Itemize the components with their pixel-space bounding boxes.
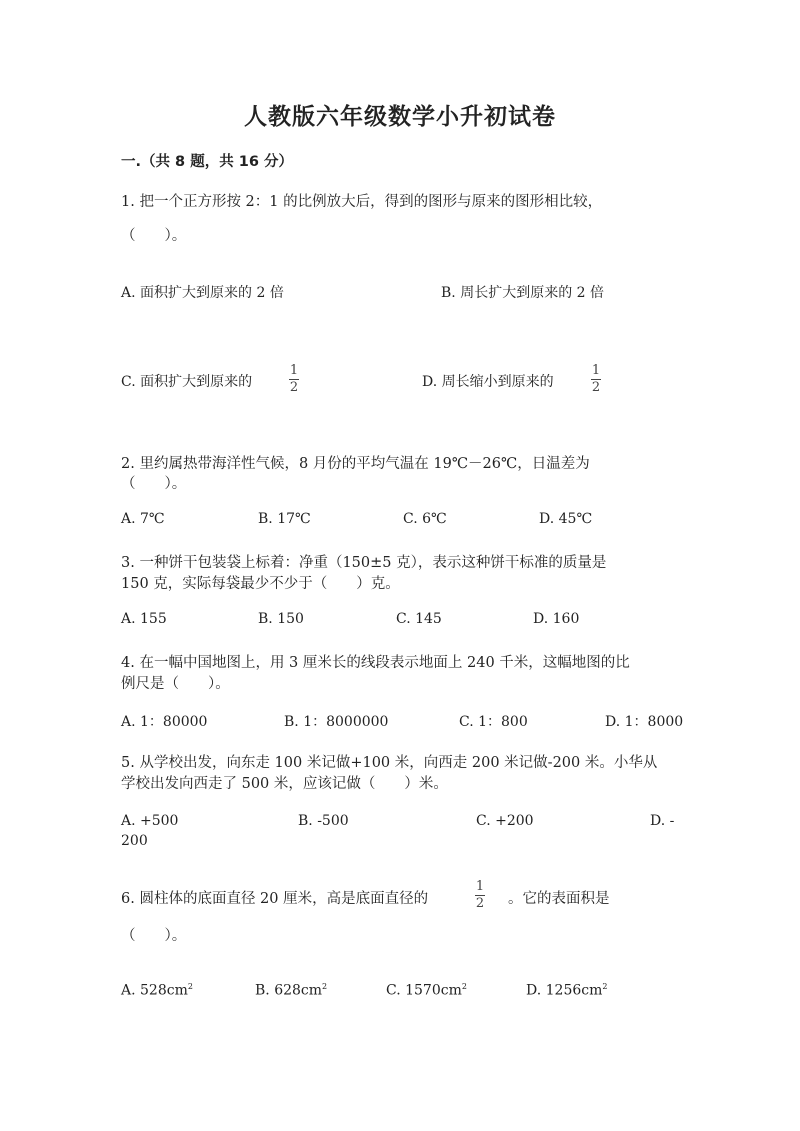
- q6-option-d: [526, 982, 607, 999]
- q4-option-c: C. 1：800: [459, 714, 528, 730]
- q6-fraction: [475, 880, 485, 911]
- q4-stem-line1: 4. 在一幅中国地图上，用 3 厘米长的线段表示地面上 240 千米，这幅地图的比: [121, 655, 630, 671]
- q2-option-a: A. 7℃: [121, 511, 165, 527]
- fraction-numerator: 1: [475, 879, 485, 894]
- squared-sup: 2: [187, 982, 193, 991]
- q2-stem-line2: （ ）。: [121, 476, 187, 492]
- q6-stem-line2: （ ）。: [121, 928, 187, 944]
- q5-option-a: A. +500: [121, 813, 179, 829]
- q5-option-d: D. -: [650, 813, 675, 829]
- q6-option-b: [255, 982, 327, 999]
- q1-stem-line1: 1. 把一个正方形按 2：1 的比例放大后，得到的图形与原来的图形相比较，: [121, 194, 603, 210]
- fraction-numerator: 1: [591, 363, 601, 378]
- q5-stem-line1: 5. 从学校出发，向东走 100 米记做+100 米，向西走 200 米记做-200 米。小华从: [121, 755, 658, 771]
- q6-option-b-text: B. 628cm: [255, 982, 323, 999]
- fraction-denominator: 2: [475, 896, 485, 911]
- q5-option-c: C. +200: [476, 813, 534, 829]
- q3-option-b: B. 150: [258, 611, 304, 627]
- q6-option-a-text: A. 528cm: [121, 982, 188, 999]
- q4-option-a: A. 1：80000: [121, 714, 208, 730]
- q1-option-d: D. 周长缩小到原来的: [422, 374, 554, 390]
- q3-option-c: C. 145: [396, 611, 442, 627]
- squared-sup: 2: [602, 982, 608, 991]
- q1-option-d-fraction: [591, 364, 601, 395]
- q6-stem-line1-end: 。它的表面积是: [508, 891, 610, 907]
- q3-option-d: D. 160: [533, 611, 580, 627]
- q1-stem-line2: （ ）。: [121, 228, 187, 244]
- q6-option-a: [121, 982, 193, 999]
- q1-option-a: A. 面积扩大到原来的 2 倍: [121, 285, 284, 301]
- q6-option-c: [386, 982, 467, 999]
- q4-option-b: B. 1：8000000: [284, 714, 389, 730]
- q1-option-b: B. 周长扩大到原来的 2 倍: [441, 285, 604, 301]
- section-heading: 一.（共 8 题，共 16 分）: [121, 154, 293, 170]
- q1-option-c: C. 面积扩大到原来的: [121, 374, 253, 390]
- q2-stem-line1: 2. 里约属热带海洋性气候，8 月份的平均气温在 19℃－26℃，日温差为: [121, 456, 590, 472]
- q4-option-d: D. 1：8000: [605, 714, 684, 730]
- q2-option-c: C. 6℃: [403, 511, 447, 527]
- q2-option-d: D. 45℃: [539, 511, 593, 527]
- q2-option-b: B. 17℃: [258, 511, 311, 527]
- q4-stem-line2: 例尺是（ ）。: [121, 676, 230, 692]
- squared-sup: 2: [322, 982, 328, 991]
- fraction-denominator: 2: [289, 380, 299, 395]
- q5-option-d-wrap: 200: [121, 833, 148, 849]
- page-title: 人教版六年级数学小升初试卷: [244, 104, 556, 130]
- squared-sup: 2: [461, 982, 467, 991]
- q1-option-c-fraction: [289, 364, 299, 395]
- q6-option-d-text: D. 1256cm: [526, 982, 603, 999]
- q6-option-c-text: C. 1570cm: [386, 982, 462, 999]
- q5-stem-line2: 学校出发向西走了 500 米，应该记做（ ）米。: [121, 776, 448, 792]
- q3-stem-line2: 150 克，实际每袋最少不少于（ ）克。: [121, 576, 400, 592]
- q6-stem-line1: 6. 圆柱体的底面直径 20 厘米，高是底面直径的: [121, 891, 429, 907]
- fraction-denominator: 2: [591, 380, 601, 395]
- q5-option-b: B. -500: [298, 813, 349, 829]
- fraction-numerator: 1: [289, 363, 299, 378]
- q3-stem-line1: 3. 一种饼干包装袋上标着：净重（150±5 克），表示这种饼干标准的质量是: [121, 555, 607, 571]
- q3-option-a: A. 155: [121, 611, 167, 627]
